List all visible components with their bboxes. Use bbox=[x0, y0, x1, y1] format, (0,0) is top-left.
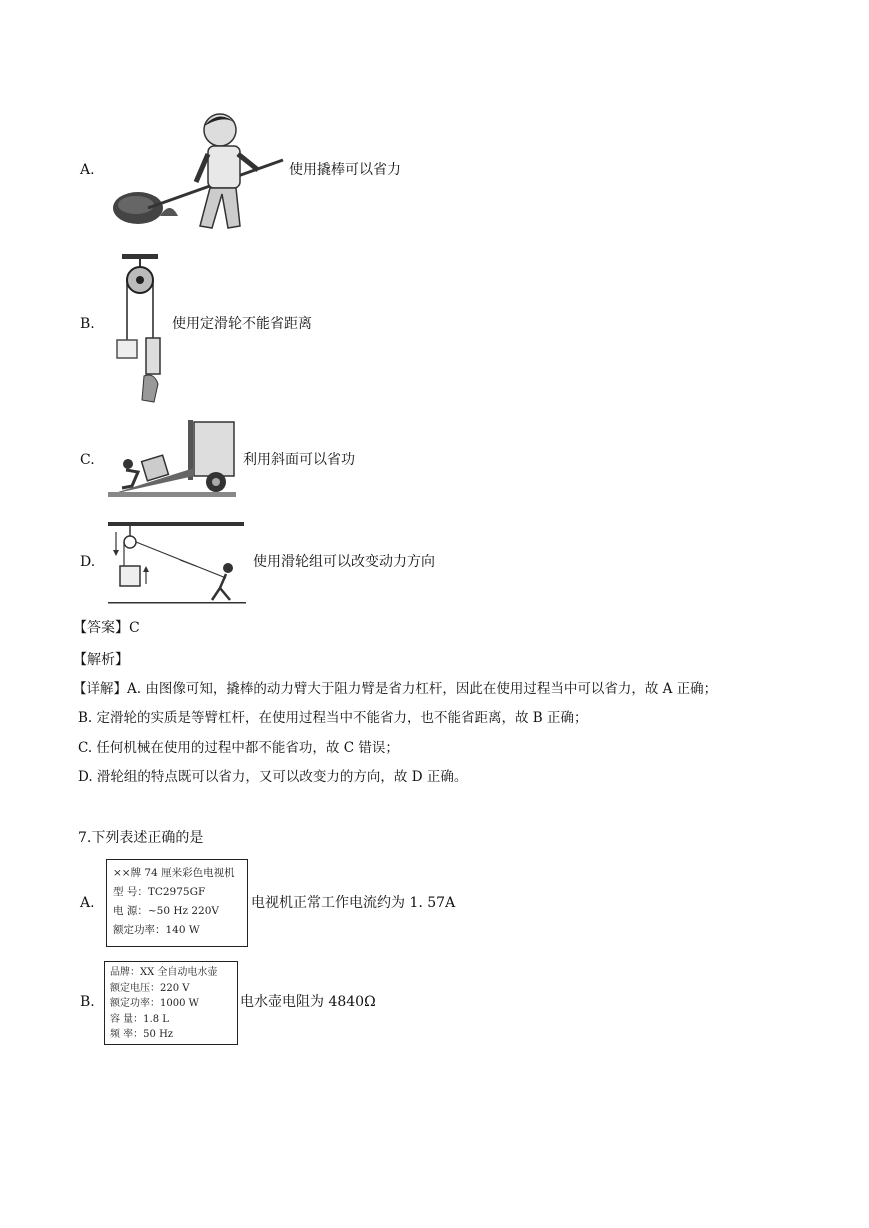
tv-plate-line: 额定功率：140 W bbox=[113, 924, 200, 936]
option-b-label: B. bbox=[80, 316, 95, 332]
inclined-plane-figure bbox=[108, 420, 238, 502]
fixed-pulley-figure bbox=[108, 254, 168, 404]
pulley-block-figure bbox=[108, 522, 246, 604]
q7-option-b-text: 电水壶电阻为 4840Ω bbox=[240, 994, 376, 1010]
tv-plate-line: ××牌 74 厘米彩色电视机 bbox=[113, 867, 235, 879]
detail-line-a: 【详解】A. 由图像可知，撬棒的动力臂大于阻力臂是省力杠杆，因此在使用过程当中可以省力，故 A 正确； bbox=[73, 681, 718, 697]
tv-plate-line: 型 号：TC2975GF bbox=[113, 886, 206, 898]
option-c-text: 利用斜面可以省功 bbox=[243, 452, 355, 468]
kettle-plate-line: 频 率：50 Hz bbox=[110, 1029, 174, 1040]
option-b-text: 使用定滑轮不能省距离 bbox=[172, 316, 312, 332]
option-c-label: C. bbox=[80, 452, 95, 468]
detail-line-c: C. 任何机械在使用的过程中都不能省功，故 C 错误； bbox=[78, 740, 399, 756]
question-7-stem: 7.下列表述正确的是 bbox=[78, 830, 204, 846]
kettle-plate-line: 品牌：XX 全自动电水壶 bbox=[110, 967, 218, 978]
detail-line-d: D. 滑轮组的特点既可以省力，又可以改变力的方向，故 D 正确。 bbox=[78, 769, 468, 785]
crowbar-figure bbox=[108, 108, 288, 238]
detail-line-b: B. 定滑轮的实质是等臂杠杆，在使用过程当中不能省力，也不能省距离，故 B 正确； bbox=[78, 710, 588, 726]
option-a-label: A. bbox=[80, 162, 95, 178]
kettle-nameplate bbox=[104, 961, 238, 1045]
q7-option-a-text: 电视机正常工作电流约为 1. 57A bbox=[251, 895, 456, 911]
kettle-plate-line: 额定电压：220 V bbox=[110, 982, 190, 994]
kettle-plate-line: 容 量：1.8 L bbox=[110, 1013, 169, 1025]
answer: 【答案】C bbox=[73, 620, 140, 636]
option-d-label: D. bbox=[80, 554, 96, 570]
tv-nameplate bbox=[106, 859, 248, 947]
tv-plate-line: 电 源：~50 Hz 220V bbox=[113, 905, 219, 917]
analysis-title: 【解析】 bbox=[73, 652, 129, 668]
option-a-text: 使用撬棒可以省力 bbox=[289, 162, 401, 178]
kettle-plate-line: 额定功率：1000 W bbox=[110, 998, 199, 1009]
option-d-text: 使用滑轮组可以改变动力方向 bbox=[253, 554, 435, 570]
q7-option-a-label: A. bbox=[80, 895, 95, 911]
q7-option-b-label: B. bbox=[80, 994, 95, 1010]
